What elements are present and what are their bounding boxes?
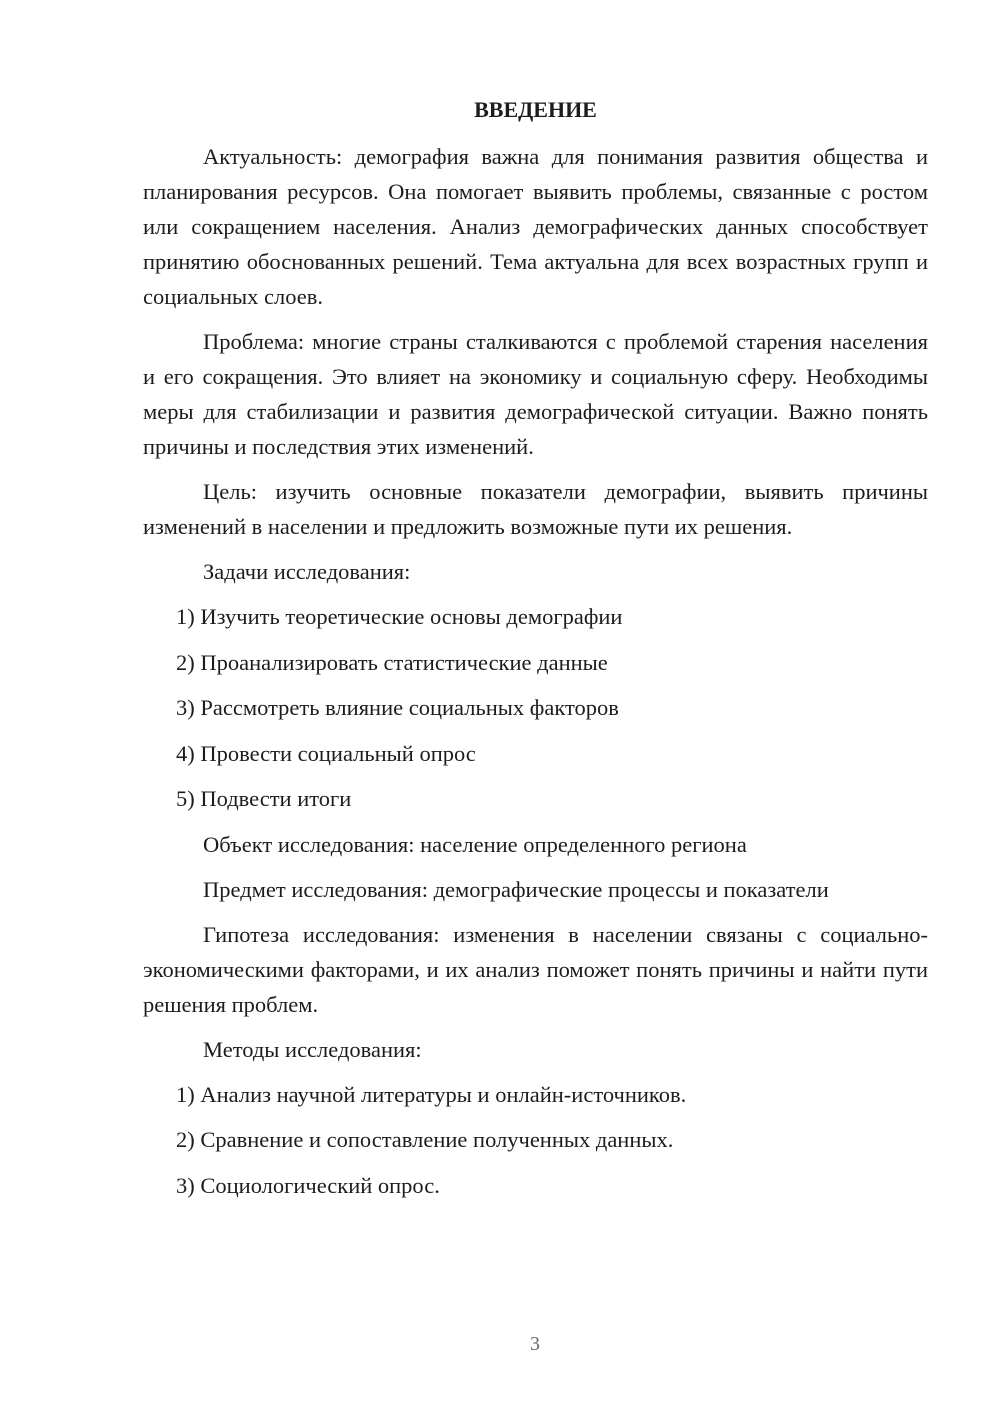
object-paragraph: Объект исследования: население определенного региона [203, 831, 747, 857]
list-item: 1) Анализ научной литературы и онлайн-источников. [176, 1081, 687, 1107]
goal-paragraph: Цель: изучить основные показатели демографии, выявить причины изменений в населении и предложить возможные пути их решения. [143, 479, 928, 539]
list-item: 1) Изучить теоретические основы демографии [176, 604, 623, 629]
section-title: ВВЕДЕНИЕ [474, 97, 597, 122]
document-body [143, 92, 928, 1213]
list-item: 3) Социологический опрос. [176, 1172, 440, 1198]
methods-list [143, 1077, 928, 1203]
relevance-paragraph: Актуальность: демография важна для понимания развития общества и планирования ресурсов. Она помогает выявить проблемы, связанные с ростом или сокращением населения. Анализ демографических данных способствует принятию обоснованных решений. Тема актуальна для всех возрастных групп и социальных слоев. [143, 144, 928, 309]
list-item: 2) Сравнение и сопоставление полученных данных. [176, 1127, 674, 1152]
page-number: 3 [530, 1333, 540, 1355]
problem-paragraph: Проблема: многие страны сталкиваются с проблемой старения населения и его сокращения. Это влияет на экономику и социальную сферу. Необходимы меры для стабилизации и развития демографической ситуации. Важно понять причины и последствия этих изменений. [143, 329, 928, 459]
list-item: 5) Подвести итоги [176, 786, 352, 811]
subject-paragraph: Предмет исследования: демографические процессы и показатели [203, 876, 829, 902]
methods-heading: Методы исследования: [203, 1036, 422, 1062]
hypothesis-paragraph: Гипотеза исследования: изменения в населении связаны с социально-экономическими факторами, и их анализ поможет понять причины и найти пути решения проблем. [143, 921, 928, 1017]
list-item: 2) Проанализировать статистические данные [176, 649, 608, 675]
tasks-list [143, 599, 928, 816]
list-item: 3) Рассмотреть влияние социальных факторов [176, 695, 619, 720]
tasks-heading: Задачи исследования: [203, 559, 411, 584]
list-item: 4) Провести социальный опрос [176, 740, 476, 766]
